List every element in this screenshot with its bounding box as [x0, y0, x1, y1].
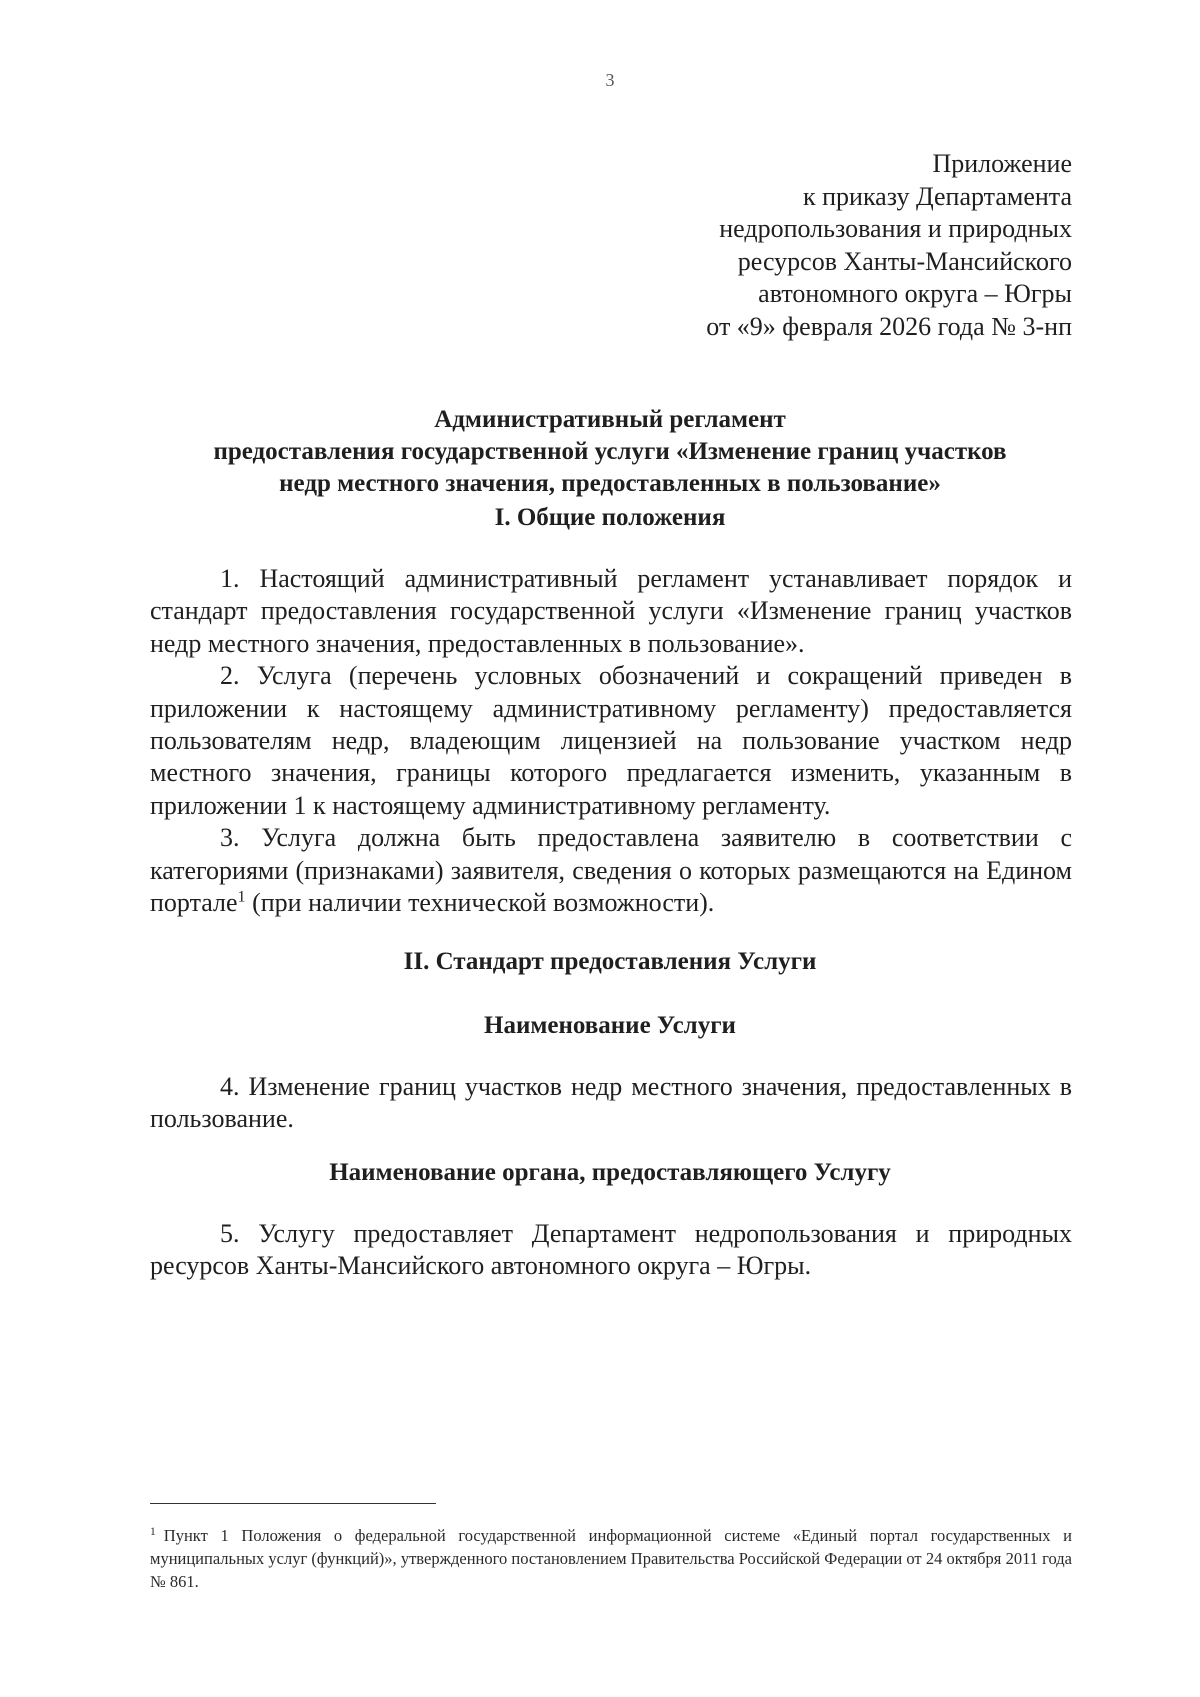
footnote-divider [150, 1503, 436, 1504]
appendix-line: к приказу Департамента [802, 181, 1072, 211]
title-line: недр местного значения, предоставленных в пользование» [279, 470, 941, 497]
appendix-line: автономного округа – Югры [758, 279, 1072, 308]
paragraph-3-text-end: (при наличии технической возможности). [245, 888, 715, 918]
page-number: 3 [605, 70, 615, 90]
footnote-marker: 1 [150, 1525, 156, 1538]
title-line: предоставления государственной услуги «Изменение границ участков [213, 438, 1007, 465]
footnote [150, 1524, 1072, 1593]
section-1-body [150, 563, 1072, 919]
section-2-paragraph-4-block [150, 1071, 1072, 1136]
paragraph-1: 1. Настоящий административный регламент устанавливает порядок и стандарт предоставления государственной услуги «Изменение границ участков недр местного значения, предоставленных в пользование». [150, 564, 1072, 658]
paragraph-3 [150, 822, 1072, 919]
subsection-authority-heading: Наименование органа, предоставляющего Услугу [329, 1159, 891, 1186]
appendix-line: от «9» февраля 2026 года № 3-нп [706, 311, 1072, 341]
section-2-paragraph-5-block [150, 1218, 1072, 1283]
section-2-heading: II. Стандарт предоставления Услуги [403, 948, 817, 975]
appendix-line: Приложение [932, 149, 1072, 178]
paragraph-3-text: 3. Услуга должна быть предоставлена заявителю в соответствии с категориями (признаками) заявителя, сведения о которых размещаются на Едином портале [150, 823, 1072, 918]
paragraph-4: 4. Изменение границ участков недр местного значения, предоставленных в пользование. [150, 1072, 1072, 1134]
title-line: Административный регламент [434, 406, 786, 433]
appendix-line: ресурсов Ханты-Мансийского [737, 246, 1072, 276]
footnote-reference: 1 [237, 888, 246, 906]
paragraph-5: 5. Услугу предоставляет Департамент недропользования и природных ресурсов Ханты-Мансийского автономного округа – Югры. [150, 1219, 1072, 1281]
subsection-service-name-heading: Наименование Услуги [484, 1012, 736, 1039]
appendix-block [706, 148, 1072, 343]
appendix-line: недропользования и природных [719, 214, 1072, 243]
document-title [150, 404, 1070, 500]
section-1-heading: I. Общие положения [494, 504, 726, 531]
footnote-text: Пункт 1 Положения о федеральной государственной информационной системе «Единый портал государственных и муниципальных услуг (функций)», утвержденного постановлением Правительства Российской Федерации от 24 октября 2011 года № 861. [150, 1526, 1072, 1591]
paragraph-2: 2. Услуга (перечень условных обозначений и сокращений приведен в приложении к настоящему административному регламенту) предоставляется пользователям недр, владеющим лицензией на пользование участком недр местного значения, границы которого предлагается изменить, указанным в приложении 1 к настоящему административному регламенту. [150, 661, 1072, 820]
